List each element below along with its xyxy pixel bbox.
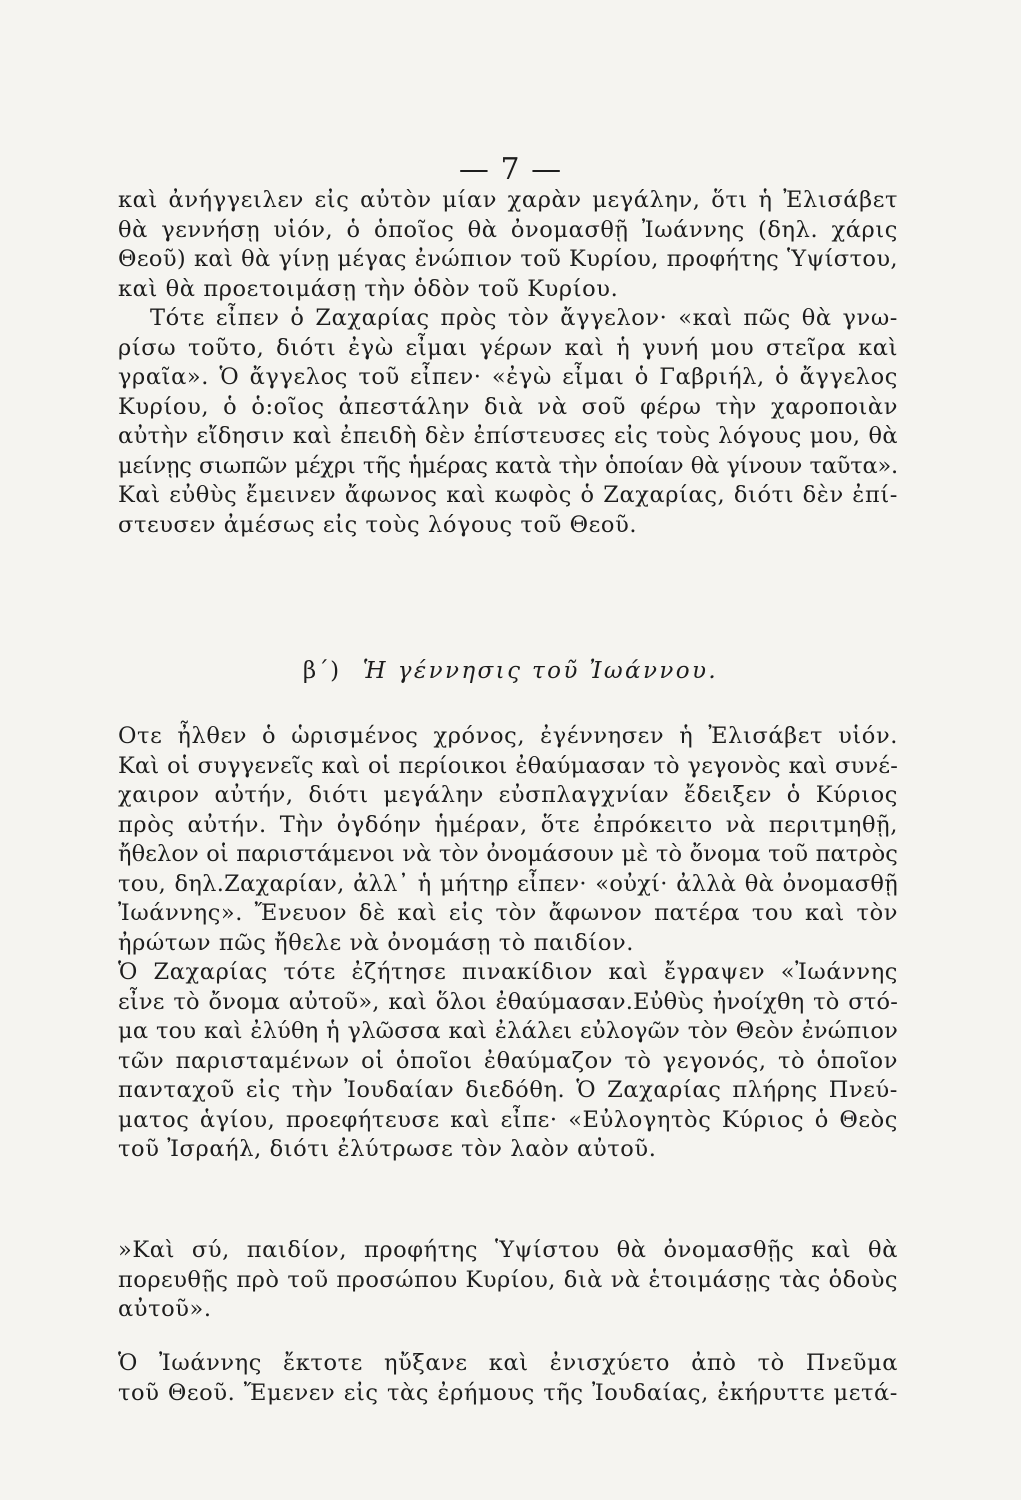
- text-line: πρὸς αὐτήν. Τὴν ὀγδόην ἡμέραν, ὅτε ἐπρόκειτο νὰ περιτμηθῇ,: [118, 811, 898, 838]
- text-line: χαιρον αὐτήν, διότι μεγάλην εὐσπλαγχνίαν ἔδειξεν ὁ Κύριος: [118, 782, 898, 808]
- text-line: γραῖα». Ὁ ἄγγελος τοῦ εἶπεν· «ἐγὼ εἶμαι ὁ Γαβριήλ, ὁ ἄγγελος: [118, 364, 898, 390]
- text-line: τῶν παρισταμένων οἱ ὁποῖοι ἐθαύμαζον τὸ γεγονός, τὸ ὁποῖον: [118, 1047, 898, 1074]
- text-line: Ἰωάννης». Ἔνευον δὲ καὶ εἰς τὸν ἄφωνον πατέρα του καὶ τὸν: [118, 900, 898, 926]
- text-line: στευσεν ἀμέσως εἰς τοὺς λόγους τοῦ Θεοῦ.: [118, 511, 638, 538]
- text-line: Ὁ Ζαχαρίας τότε ἐζήτησε πινακίδιον καὶ ἔγραψεν «Ἰωάννης: [118, 959, 898, 985]
- text-line: πορευθῇς πρὸ τοῦ προσώπου Κυρίου, διὰ νὰ ἑτοιμάσῃς τὰς ὁδοὺς: [118, 1266, 898, 1293]
- page-number: — 7 —: [458, 152, 563, 187]
- text-line: Καὶ οἱ συγγενεῖς καὶ οἱ περίοικοι ἐθαύμασαν τὸ γεγονὸς καὶ συνέ-: [118, 752, 898, 779]
- text-line: ματος ἁγίου, προεφήτευσε καὶ εἶπε· «Εὐλογητὸς Κύριος ὁ Θεὸς: [118, 1106, 898, 1133]
- text-line: καὶ ἀνήγγειλεν εἰς αὐτὸν μίαν χαρὰν μεγάλην, ὅτι ἡ Ἐλισάβετ: [118, 187, 898, 213]
- text-line: καὶ θὰ προετοιμάσῃ τὴν ὁδὸν τοῦ Κυρίου.: [118, 275, 619, 302]
- text-block-wilderness: [118, 1349, 898, 1408]
- section-heading: [0, 658, 1021, 684]
- text-line: Κυρίου, ὁ ὁ:οῖος ἀπεστάλην διὰ νὰ σοῦ φέρω τὴν χαροποιὰν: [118, 393, 898, 420]
- section-title: Ἡ γέννησις τοῦ Ἰωάννου.: [362, 658, 719, 684]
- text-line: »Καὶ σύ, παιδίον, προφήτης Ὑψίστου θὰ ὀνομασθῇς καὶ θὰ: [118, 1237, 898, 1263]
- text-line: αὐτὴν εἴδησιν καὶ ἐπειδὴ δὲν ἐπίστευσες εἰς τοὺς λόγους μου, θὰ: [118, 423, 898, 449]
- text-block-birth: [118, 722, 898, 1165]
- text-line: Τότε εἶπεν ὁ Ζαχαρίας πρὸς τὸν ἄγγελον· «καὶ πῶς θὰ γνω-: [150, 305, 898, 331]
- text-line: ἠρώτων πῶς ἤθελε νὰ ὀνομάσῃ τὸ παιδίον.: [118, 929, 635, 956]
- text-line: μα του καὶ ἐλύθη ἡ γλῶσσα καὶ ἐλάλει εὐλογῶν τὸν Θεὸν ἐνώπιον: [118, 1018, 898, 1044]
- text-line: αὐτοῦ».: [118, 1296, 212, 1322]
- text-line: τοῦ Ἰσραήλ, διότι ἐλύτρωσε τὸν λαὸν αὐτοῦ.: [118, 1136, 657, 1162]
- text-line: Ὁ Ἰωάννης ἔκτοτε ηὔξανε καὶ ἐνισχύετο ἀπὸ τὸ Πνεῦμα: [118, 1350, 898, 1376]
- text-line: μείνῃς σιωπῶν μέχρι τῆς ἡμέρας κατὰ τὴν ὁποίαν θὰ γίνουν ταῦτα».: [118, 452, 898, 479]
- text-line: Καὶ εὐθὺς ἔμεινεν ἄφωνος καὶ κωφὸς ὁ Ζαχαρίας, διότι δὲν ἐπί-: [118, 482, 898, 508]
- text-line: του, δηλ.Ζαχαρίαν, ἀλλ᾿ ἡ μήτηρ εἶπεν· «οὐχί· ἀλλὰ θὰ ὀνομασθῇ: [118, 870, 898, 897]
- section-marker: β΄): [302, 658, 341, 684]
- text-line: ρίσω τοῦτο, διότι ἐγὼ εἶμαι γέρων καὶ ἡ γυνή μου στεῖρα καὶ: [118, 334, 898, 361]
- text-line: Οτε ἦλθεν ὁ ὡρισμένος χρόνος, ἐγέννησεν ἡ Ἐλισάβετ υἱόν.: [118, 723, 898, 749]
- text-line: πανταχοῦ εἰς τὴν Ἰουδαίαν διεδόθη. Ὁ Ζαχαρίας πλήρης Πνεύ-: [118, 1077, 898, 1103]
- text-block-annunciation: [118, 186, 898, 540]
- text-block-prophecy: [118, 1236, 898, 1325]
- text-line: θὰ γεννήσῃ υἱόν, ὁ ὁποῖος θὰ ὀνομασθῇ Ἰωάννης (δηλ. χάρις: [118, 216, 898, 243]
- text-line: εἶνε τὸ ὄνομα αὐτοῦ», καὶ ὅλοι ἐθαύμασαν.Εὐθὺς ἠνοίχθη τὸ στό-: [118, 988, 898, 1015]
- text-line: ἤθελον οἱ παριστάμενοι νὰ τὸν ὀνομάσουν μὲ τὸ ὄνομα τοῦ πατρὸς: [118, 841, 898, 867]
- text-line: Θεοῦ) καὶ θὰ γίνῃ μέγας ἐνώπιον τοῦ Κυρίου, προφήτης Ὑψίστου,: [118, 246, 898, 272]
- text-line: τοῦ Θεοῦ. Ἔμενεν εἰς τὰς ἐρήμους τῆς Ἰουδαίας, ἐκήρυττε μετά-: [118, 1379, 898, 1406]
